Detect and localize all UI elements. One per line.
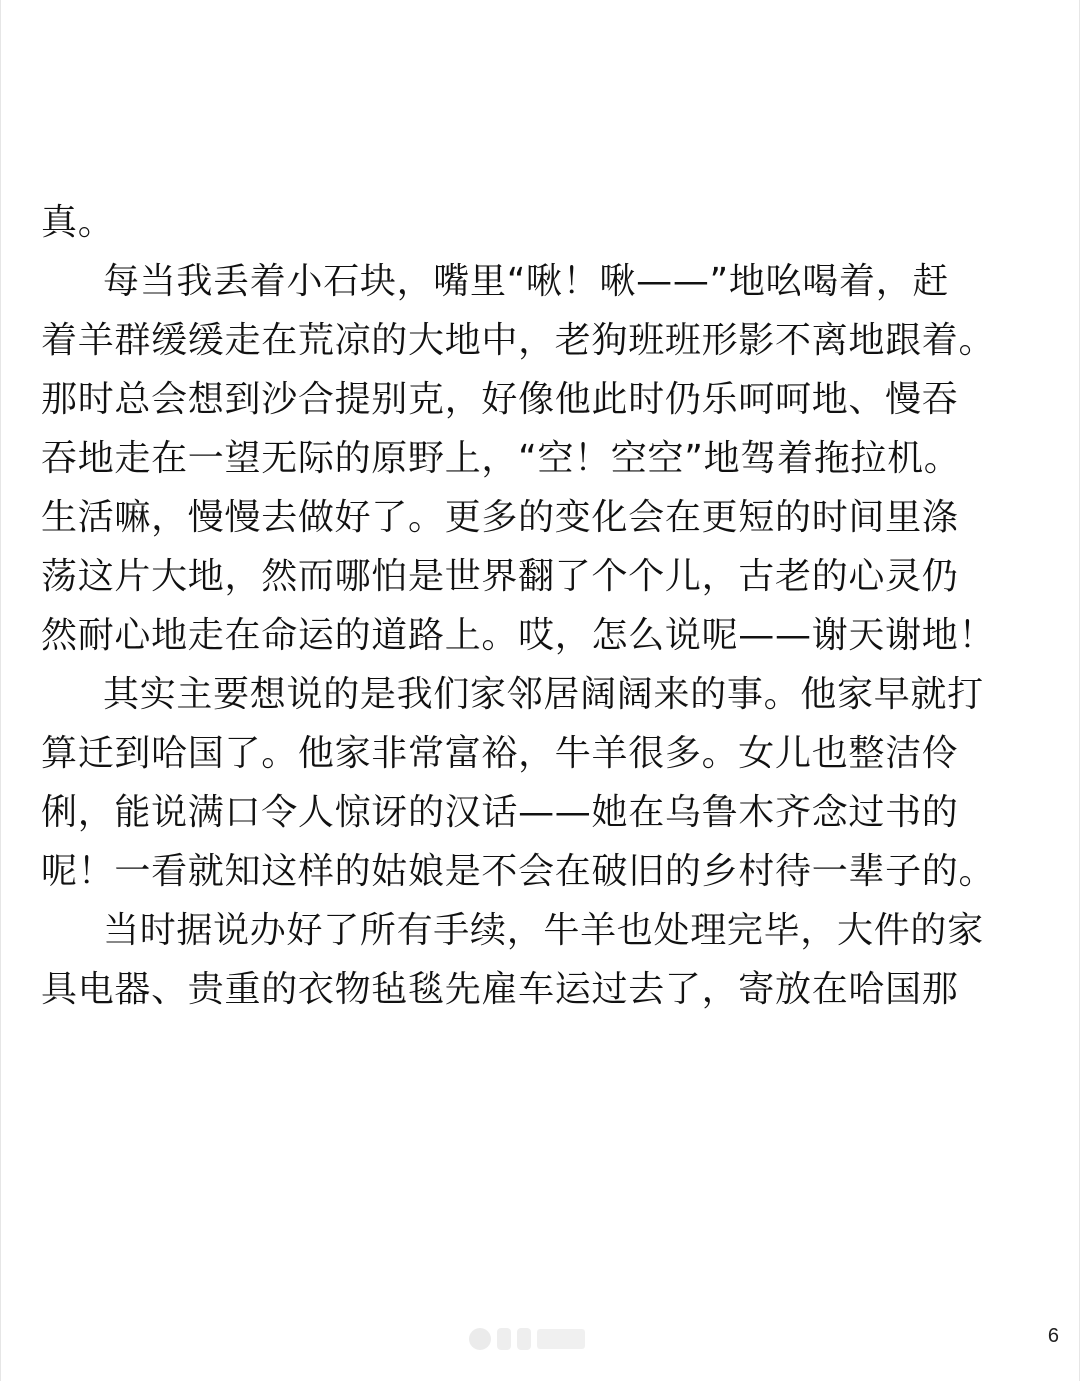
text-line: 然耐心地走在命运的道路上。哎，怎么说呢——谢天谢地！ [41, 615, 996, 656]
text-line: 具电器、贵重的衣物毡毯先雇车运过去了，寄放在哈国那 [41, 969, 959, 1010]
text-line: 吞地走在一望无际的原野上，“空！空空”地驾着拖拉机。 [41, 438, 961, 479]
text-line: 呢！一看就知这样的姑娘是不会在破旧的乡村待一辈子的。 [41, 851, 996, 892]
text-line: 俐，能说满口令人惊讶的汉话——她在乌鲁木齐念过书的 [41, 792, 959, 833]
text-line: 荡这片大地，然而哪怕是世界翻了个个儿，古老的心灵仍 [41, 556, 959, 597]
page-number: 6 [1047, 1325, 1059, 1347]
watermark-text-block [537, 1329, 585, 1349]
text-line: 生活嘛，慢慢去做好了。更多的变化会在更短的时间里涤 [41, 497, 959, 538]
text-line: 真。 [41, 202, 115, 243]
paragraph-start-line: 其实主要想说的是我们家邻居阔阔来的事。他家早就打 [103, 674, 984, 715]
paragraph-start-line: 当时据说办好了所有手续，牛羊也处理完毕，大件的家 [103, 910, 984, 951]
body-text [41, 193, 1061, 1019]
text-line: 算迁到哈国了。他家非常富裕，牛羊很多。女儿也整洁伶 [41, 733, 959, 774]
watermark-bar-icon [517, 1328, 531, 1350]
text-line: 那时总会想到沙合提别克，好像他此时仍乐呵呵地、慢吞 [41, 379, 959, 420]
watermark-dot-icon [469, 1328, 491, 1350]
paragraph-start-line: 每当我丢着小石块，嘴里“啾！啾——”地吆喝着，赶 [103, 261, 950, 302]
text-line: 着羊群缓缓走在荒凉的大地中，老狗班班形影不离地跟着。 [41, 320, 996, 361]
watermark-bar-icon [497, 1328, 511, 1350]
watermark-logo [469, 1328, 585, 1350]
